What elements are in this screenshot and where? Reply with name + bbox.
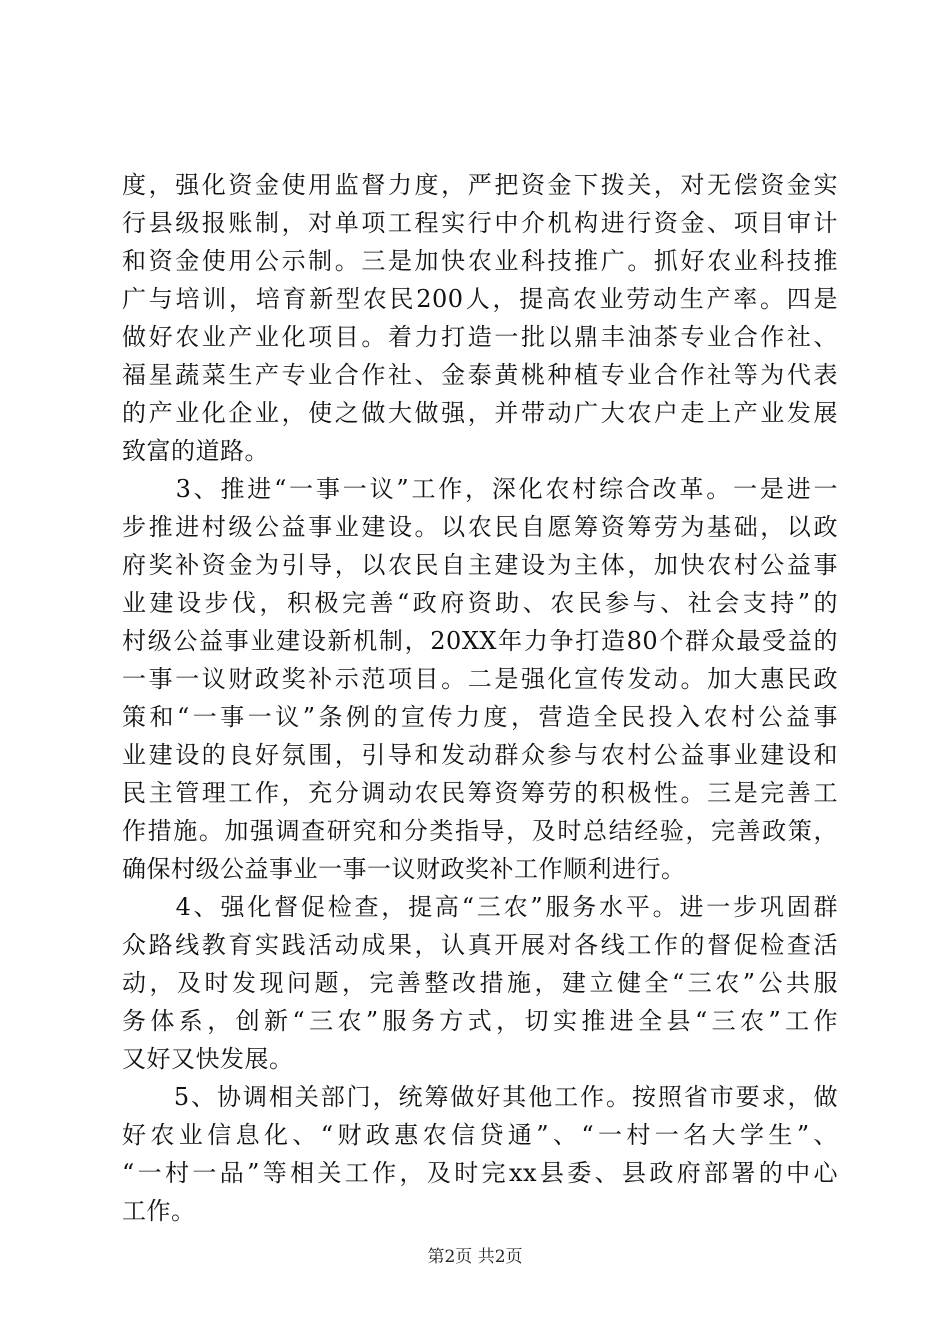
text-line: 和资金使用公示制。三是加快农业科技推广。抓好农业科技推 [122, 247, 838, 275]
text-line: “一村一品”等相关工作，及时完xx县委、县政府部署的中心 [122, 1159, 838, 1187]
page-number: 第2页 共2页 [427, 1247, 523, 1267]
text-line: 作措施。加强调查研究和分类指导，及时总结经验，完善政策， [122, 817, 838, 845]
text-line: 务体系，创新“三农”服务方式，切实推进全县“三农”工作 [122, 1007, 838, 1035]
text-line: 府奖补资金为引导，以农民自主建设为主体，加快农村公益事 [122, 551, 838, 579]
text-line: 3、推进“一事一议”工作，深化农村综合改革。一是进一 [122, 475, 838, 503]
body-text [122, 166, 838, 1230]
text-line: 行县级报账制，对单项工程实行中介机构进行资金、项目审计 [122, 209, 838, 237]
text-line: 村级公益事业建设新机制，20XX年力争打造80个群众最受益的 [122, 627, 838, 655]
text-line: 福星蔬菜生产专业合作社、金泰黄桃种植专业合作社等为代表 [122, 361, 838, 389]
text-line: 民主管理工作，充分调动农民筹资筹劳的积极性。三是完善工 [122, 779, 838, 807]
text-line: 步推进村级公益事业建设。以农民自愿筹资筹劳为基础，以政 [122, 513, 838, 541]
text-line: 众路线教育实践活动成果，认真开展对各线工作的督促检查活 [122, 931, 838, 959]
text-line: 又好又快发展。 [122, 1045, 294, 1073]
text-line: 一事一议财政奖补示范项目。二是强化宣传发动。加大惠民政 [122, 665, 838, 693]
text-line: 的产业化企业，使之做大做强，并带动广大农户走上产业发展 [122, 399, 838, 427]
text-line: 业建设步伐，积极完善“政府资助、农民参与、社会支持”的 [122, 589, 838, 617]
text-line: 4、强化督促检查，提高“三农”服务水平。进一步巩固群 [122, 893, 838, 921]
text-line: 工作。 [122, 1197, 196, 1225]
text-line: 策和“一事一议”条例的宣传力度，营造全民投入农村公益事 [122, 703, 838, 731]
text-line: 度，强化资金使用监督力度，严把资金下拨关，对无偿资金实 [122, 171, 838, 199]
text-line: 业建设的良好氛围，引导和发动群众参与农村公益事业建设和 [122, 741, 838, 769]
text-line: 好农业信息化、“财政惠农信贷通”、“一村一名大学生”、 [122, 1121, 838, 1149]
text-line: 动，及时发现问题，完善整改措施，建立健全“三农”公共服 [122, 969, 838, 997]
text-line: 5、协调相关部门，统筹做好其他工作。按照省市要求，做 [122, 1083, 838, 1111]
text-line: 广与培训，培育新型农民200人，提高农业劳动生产率。四是 [122, 285, 838, 313]
text-line: 致富的道路。 [122, 437, 269, 465]
text-line: 确保村级公益事业一事一议财政奖补工作顺利进行。 [122, 855, 686, 883]
text-line: 做好农业产业化项目。着力打造一批以鼎丰油茶专业合作社、 [122, 323, 838, 351]
page-footer [0, 1246, 950, 1268]
